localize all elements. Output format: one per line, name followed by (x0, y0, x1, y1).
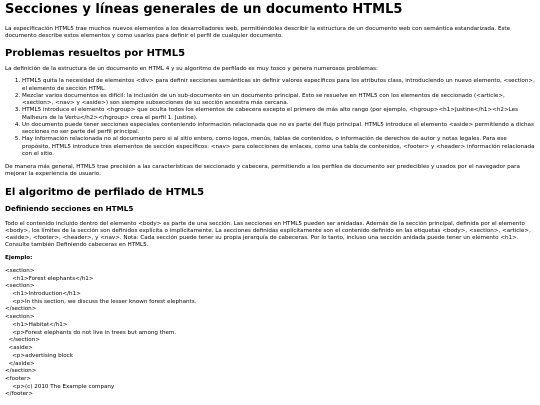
problems-list (5, 78, 535, 158)
defining-sections-paragraph: Todo el contenido incluido dentro del elemento <body> es parte de una sección. Las secciones en HTML5 pueden ser anidadas. Además de la sección principal, definida por el elemento <body>, los límites de la sección son definidos explícita o implícitamente. La secciones definidas explícitamente son el contenido definido en las etiquetas <body>, <section>, <article>, <aside>, <footer>, <header>, y <nav>. Nota: Cada sección puede tener su propia jerarquía de cabeceras. Por lo tanto, incluso una sección anidada puede tener un elemento <h1>. Consulte también Definiendo cabeceras en HTML5. (5, 220, 531, 249)
section-heading-algorithm: El algoritmo de perfilado de HTML5 (5, 186, 205, 198)
code-example: <section> <h1>Forest elephants</h1> <section> <h1>Introduction</h1> <p>In this section, we discuss the lesser known forest elephants. </section> <section> <h1>Habitat</h1> <p>Forest elephants do not live in trees but among them. </section> <aside> <p>advertising block </aside> </section> <footer> <p>(c) 2010 The Example company </footer> (5, 267, 197, 398)
list-item: 1. HTML5 quita la necesidad de elementos <div> para definir secciones semánticas sin definir valores específicos para los atributos class, introduciendo un nuevo elemento, <section>, el elemento de sección HTML. (22, 78, 535, 93)
list-item: 5. Hay información relacionada no al documento pero si al sitio entero, como logos, menús, tablas de contenidos, o información de derechos de autor y notas legales. Para ese propósito, HTML5 introduce tres elementos de sección específicos: <nav> para colecciones de enlaces, como una tabla de contenidos, <footer> y <header> información relacionada con el sitio. (22, 136, 535, 158)
example-label: Ejemplo: (5, 254, 33, 261)
list-item: 4. Un documento puede tener secciones especiales conteniendo información relacionada que no es parte del flujo principal. HTML5 introduce el elemento <aside> permitiendo a dichas secciones no ser parte del perfil principal. (22, 122, 535, 137)
list-item: 2. Mezclar varios documentos es difícil: la inclusión de un sub-documento en un documento principal. Esto se resuelve en HTML5 con los elementos de seccionado (<article>, <section>, <nav> y <aside>) son siempre subsecciones de su sección ancestra más cercana. (22, 93, 535, 108)
intro-paragraph: La especificación HTML5 trae muchos nuevos elementos a los desarrolladores web, permitiéndoles describir la estructura de un documento web con semántica estandarizada. Este documento describe estos elementos y como usarlos para definir el perfil de cualquier documento. (5, 25, 511, 40)
list-item: 3. HTML5 introduce el elemento <hgroup> que oculta todos los elementos de cabecera excepto el primero de más alto rango (por ejemplo, <hgroup><h1>Justine</h1><h2>Les Malheurs de la Vertu</h2></hgroup> crea el perfil 1. Justine). (22, 107, 535, 122)
problems-intro: La definición de la estructura de un documento en HTML 4 y su algoritmo de perfilado es muy tosco y genera numerosos problemas: (5, 65, 378, 72)
page-title: Secciones y líneas generales de un documento HTML5 (5, 2, 403, 17)
problems-outro: De manera más general, HTML5 trae precisión a las características de seccionado y cabecera, permitiendo a los perfiles de documento ser predecibles y usados por el navegador para mejorar la experiencia de usuario. (5, 164, 520, 178)
subheading-defining-sections: Definiendo secciones en HTML5 (5, 204, 134, 214)
section-heading-problems: Problemas resueltos por HTML5 (5, 48, 186, 60)
